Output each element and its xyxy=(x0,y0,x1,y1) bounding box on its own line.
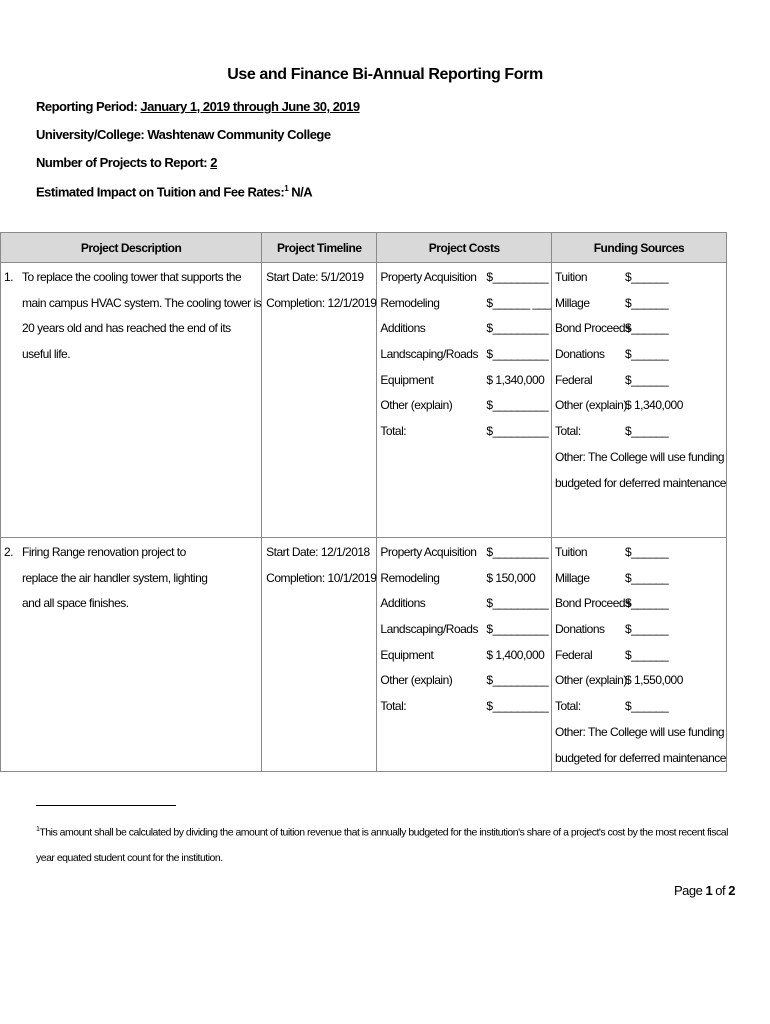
funding-row-other: Other (explain) $ 1,340,000 xyxy=(555,393,726,419)
funding-value: $______ xyxy=(624,372,669,387)
funding-row-total: Total: $______ xyxy=(555,419,726,445)
project-costs-cell xyxy=(377,538,552,772)
funding-value: $______ xyxy=(624,424,669,439)
institution-value: Washtenaw Community College xyxy=(147,127,331,142)
funding-row-total: Total: $______ xyxy=(555,694,726,720)
funding-value: $ 1,550,000 xyxy=(624,673,683,688)
funding-row-bond: Bond Proceeds $______ xyxy=(555,591,726,617)
impact-line xyxy=(36,184,312,199)
description-line: main campus HVAC system. The cooling tower is xyxy=(22,295,262,310)
cost-value: $_________ xyxy=(486,321,549,336)
cost-value: $ 1,400,000 xyxy=(486,647,545,662)
project-description-cell xyxy=(1,538,262,772)
project-description-cell xyxy=(1,263,262,538)
reporting-period-value: January 1, 2019 through June 30, 2019 xyxy=(140,99,360,114)
funding-value: $______ xyxy=(624,570,669,585)
page-total: 2 xyxy=(728,883,735,898)
cost-value: $______ ___ xyxy=(486,295,551,310)
cost-value: $_________ xyxy=(486,424,549,439)
project-number: 2. xyxy=(4,545,14,559)
cost-row-total: Total: $_________ xyxy=(380,419,551,445)
start-date: Start Date: 12/1/2018 xyxy=(266,545,370,559)
project-timeline-cell xyxy=(262,538,377,772)
cost-value: $ 150,000 xyxy=(486,570,536,585)
cost-value: $ 1,340,000 xyxy=(486,372,545,387)
cost-value: $_________ xyxy=(486,347,549,362)
description-line: 20 years old and has reached the end of its xyxy=(22,321,231,336)
reporting-period-label: Reporting Period: xyxy=(36,99,138,114)
project-funding-cell xyxy=(551,263,726,538)
funding-value: $______ xyxy=(624,321,669,336)
funding-note-line: budgeted for deferred maintenance xyxy=(554,475,726,490)
funding-value: $______ xyxy=(624,347,669,362)
funding-value: $______ xyxy=(624,699,669,714)
form-title: Use and Finance Bi-Annual Reporting Form xyxy=(227,66,543,83)
funding-row-millage: Millage $______ xyxy=(555,566,726,592)
funding-value: $ 1,340,000 xyxy=(624,398,683,413)
funding-row-federal: Federal $______ xyxy=(555,643,726,669)
funding-row-tuition: Tuition $______ xyxy=(555,540,726,566)
cost-row-other: Other (explain) $_________ xyxy=(380,393,551,419)
institution-label: University/College: xyxy=(36,127,145,142)
funding-value: $______ xyxy=(624,647,669,662)
funding-row-millage: Millage $______ xyxy=(555,291,726,317)
cost-row-remodeling: Remodeling $______ ___ xyxy=(380,291,551,317)
institution-line xyxy=(36,127,331,142)
funding-row-bond: Bond Proceeds $______ xyxy=(555,316,726,342)
col-header-funding: Funding Sources xyxy=(551,233,726,263)
funding-row-other: Other (explain) $ 1,550,000 xyxy=(555,668,726,694)
cost-row-landscaping: Landscaping/Roads $_________ xyxy=(380,617,551,643)
cost-value: $_________ xyxy=(486,398,549,413)
cost-row-property: Property Acquisition $_________ xyxy=(380,540,551,566)
cost-value: $_________ xyxy=(486,545,549,559)
funding-note-line: Other: The College will use funding xyxy=(554,449,725,464)
cost-value: $_________ xyxy=(486,596,549,611)
table-row xyxy=(1,538,727,772)
cost-row-equipment: Equipment $ 1,340,000 xyxy=(380,368,551,394)
funding-row-donations: Donations $______ xyxy=(555,617,726,643)
cost-value: $_________ xyxy=(486,270,549,284)
funding-value: $______ xyxy=(624,596,669,611)
funding-row-federal: Federal $______ xyxy=(555,368,726,394)
table-row xyxy=(1,263,727,538)
cost-row-property: Property Acquisition $_________ xyxy=(380,265,551,291)
footnote xyxy=(36,817,736,871)
page-number xyxy=(674,883,735,898)
cost-row-other: Other (explain) $_________ xyxy=(380,668,551,694)
project-timeline-cell xyxy=(262,263,377,538)
description-line: Firing Range renovation project to xyxy=(22,545,186,559)
col-header-timeline: Project Timeline xyxy=(262,233,377,263)
description-line: useful life. xyxy=(22,347,71,362)
funding-value: $______ xyxy=(624,270,669,284)
cost-value: $_________ xyxy=(486,673,549,688)
impact-footnote-mark: 1 xyxy=(284,184,289,193)
reporting-period-line xyxy=(36,99,360,114)
funding-note-line: budgeted for deferred maintenance xyxy=(554,750,726,765)
page-of-label: of xyxy=(715,883,726,898)
project-number: 1. xyxy=(4,270,14,284)
funding-row-tuition: Tuition $______ xyxy=(555,265,726,291)
projects-table xyxy=(0,232,727,772)
description-line: To replace the cooling tower that supports the xyxy=(22,270,242,284)
project-funding-cell xyxy=(551,538,726,772)
projects-count-line xyxy=(36,155,217,170)
funding-value: $______ xyxy=(624,545,669,559)
cost-value: $_________ xyxy=(486,622,549,637)
cost-value: $_________ xyxy=(486,699,549,714)
page-label: Page xyxy=(673,883,703,898)
col-header-description: Project Description xyxy=(1,233,262,263)
page-current: 1 xyxy=(705,883,713,898)
impact-label: Estimated Impact on Tuition and Fee Rates: xyxy=(36,184,285,200)
cost-row-equipment: Equipment $ 1,400,000 xyxy=(380,643,551,669)
description-line: replace the air handler system, lighting xyxy=(22,570,208,585)
cost-row-additions: Additions $_________ xyxy=(380,316,551,342)
completion-date: Completion: 12/1/2019 xyxy=(266,295,377,310)
cost-row-landscaping: Landscaping/Roads $_________ xyxy=(380,342,551,368)
projects-count-value: 2 xyxy=(210,155,217,170)
cost-row-total: Total: $_________ xyxy=(380,694,551,720)
col-header-costs: Project Costs xyxy=(377,233,552,263)
impact-value: N/A xyxy=(291,184,313,200)
start-date: Start Date: 5/1/2019 xyxy=(266,270,364,284)
project-costs-cell xyxy=(377,263,552,538)
footnote-divider xyxy=(36,805,176,806)
funding-value: $______ xyxy=(624,295,669,310)
footnote-mark: 1 xyxy=(36,826,40,833)
funding-value: $______ xyxy=(624,622,669,637)
cost-row-additions: Additions $_________ xyxy=(380,591,551,617)
completion-date: Completion: 10/1/2019 xyxy=(266,570,377,585)
funding-note-line: Other: The College will use funding xyxy=(554,724,725,739)
description-line: and all space finishes. xyxy=(22,596,129,611)
footnote-text: This amount shall be calculated by dividing the amount of tuition revenue that is annually budgeted for the institution's share of a project's cost by the most recent fiscal year equated student count for the institution. xyxy=(36,826,728,864)
projects-count-label: Number of Projects to Report: xyxy=(36,155,208,170)
table-header-row xyxy=(1,233,727,263)
funding-row-donations: Donations $______ xyxy=(555,342,726,368)
cost-row-remodeling: Remodeling $ 150,000 xyxy=(380,566,551,592)
